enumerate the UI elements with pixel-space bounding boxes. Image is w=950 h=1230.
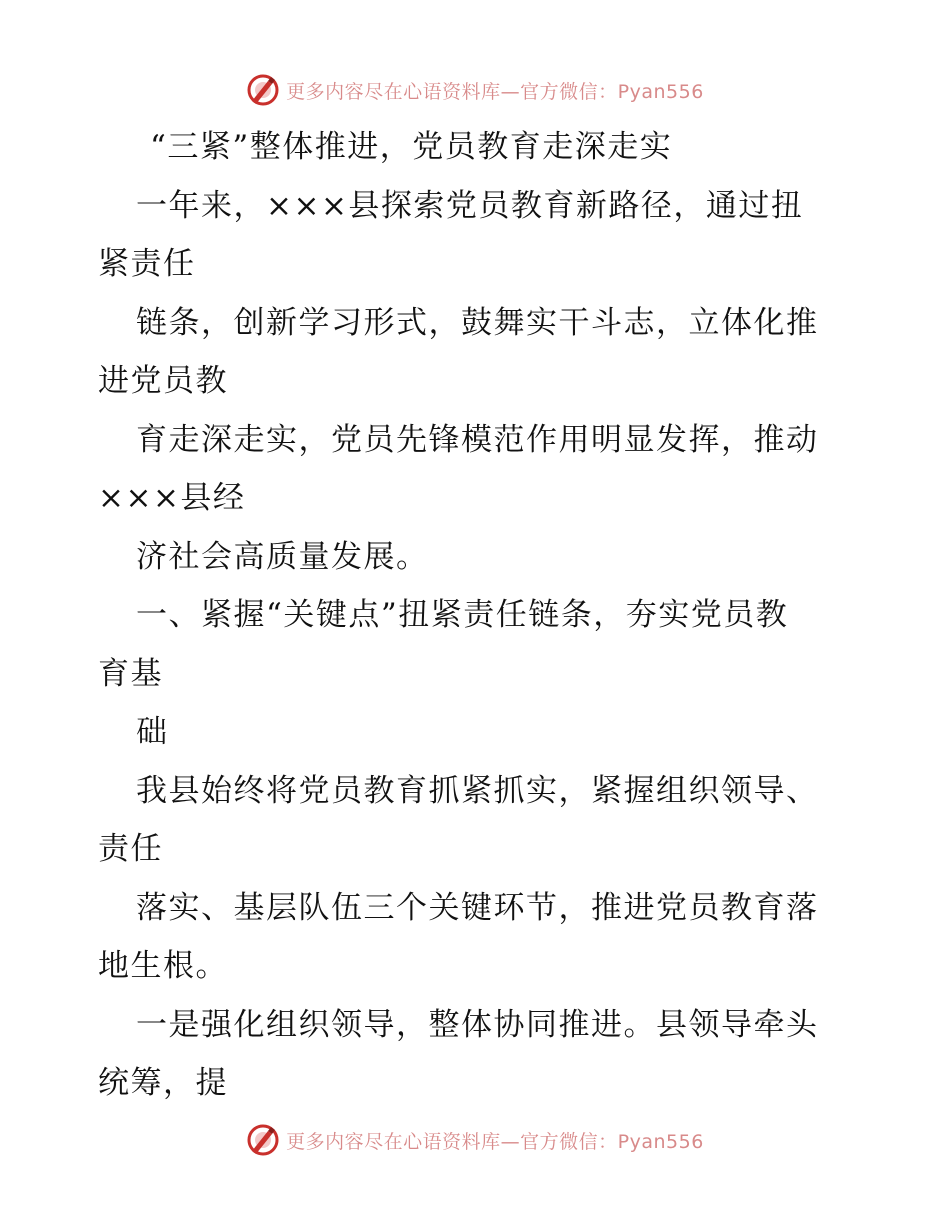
section-heading-line: 一、紧握“关键点”扭紧责任链条，夯实党员教	[136, 597, 789, 633]
text-line: 一是强化组织领导，整体协同推进。县领导牵头	[136, 1006, 819, 1043]
pen-logo-icon	[246, 73, 280, 107]
header-watermark-text: 更多内容尽在心语资料库—官方微信：Pyan556	[286, 80, 704, 103]
document-body	[98, 118, 850, 1113]
section-heading-line: 础	[136, 714, 169, 750]
text-line: 统筹，提	[98, 1065, 228, 1101]
document-title: “三紧”整体推进，党员教育走深走实	[150, 129, 673, 165]
header-watermark-banner	[0, 70, 950, 110]
footer-watermark-banner	[0, 1120, 950, 1160]
text-line: ×××县经	[98, 480, 246, 516]
section-heading-line: 育基	[98, 655, 163, 692]
text-line: 济社会高质量发展。	[136, 538, 429, 575]
text-line: 落实、基层队伍三个关键环节，推进党员教育落	[136, 889, 819, 926]
footer-watermark-text: 更多内容尽在心语资料库—官方微信：Pyan556	[286, 1130, 704, 1153]
text-line: 育走深走实，党员先锋模范作用明显发挥，推动	[136, 421, 819, 458]
text-line: 一年来，×××县探索党员教育新路径，通过扭	[136, 187, 804, 224]
text-line: 紧责任	[98, 246, 196, 282]
text-line: 进党员教	[98, 363, 228, 399]
pen-logo-icon	[246, 1123, 280, 1157]
text-line: 链条，创新学习形式，鼓舞实干斗志，立体化推	[136, 304, 819, 341]
text-line: 地生根。	[98, 948, 228, 984]
text-line: 责任	[98, 831, 163, 867]
text-line: 我县始终将党员教育抓紧抓实，紧握组织领导、	[136, 772, 819, 809]
